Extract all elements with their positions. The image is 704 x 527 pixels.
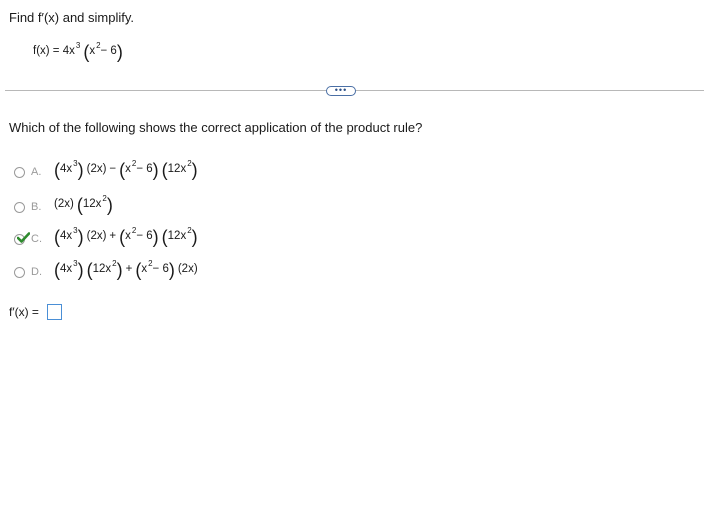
option-b-term-2-exp: 2 [102,193,107,203]
paren-close: ) [116,42,123,62]
option-c-term-4-exp: 2 [187,225,192,235]
function-exponent-1: 3 [75,40,81,50]
option-d-term-2: 12x [92,263,112,275]
more-options-button[interactable]: ••• [326,86,356,96]
option-b-radio[interactable] [14,202,25,213]
option-d-term-3-exp: 2 [148,258,153,268]
option-a-term-2: (2x) [86,163,107,175]
function-lhs: f(x) = 4x [33,45,75,57]
option-d-term-4: (2x) [177,263,198,275]
option-c-term-1-exp: 3 [73,225,78,235]
option-d-letter: D. [31,266,42,278]
option-b-term-1: (2x) [54,198,74,210]
option-c-term-4: 12x [167,230,187,242]
option-a-operator: − [109,163,117,175]
paren-open: ( [83,42,90,62]
option-a-term-1: 4x [60,163,73,175]
function-exponent-2: 2 [96,40,101,50]
option-b-term-2: 12x [82,198,102,210]
option-d-operator: + [125,263,133,275]
option-a-term-4: 12x [167,163,187,175]
function-inner: x [89,45,96,57]
option-d-radio[interactable] [14,267,25,278]
option-a-letter: A. [31,166,42,178]
option-b-expression[interactable]: (2x) ( 12x $^2$ ) [54,193,113,215]
question-text: Which of the following shows the correct application of the product rule? [9,120,423,135]
option-d-term-1: 4x [60,263,73,275]
option-a-term-4-exp: 2 [187,158,192,168]
function-rest: − 6 [100,45,117,57]
option-b-letter: B. [31,201,42,213]
option-c-term-1: 4x [60,230,73,242]
option-d-term-1-exp: 3 [73,258,78,268]
option-a-expression[interactable]: ( 4x $^3$ ) (2x) − ( x $^2$ − 6 ) ( 12x $^2$ ) [54,158,198,180]
option-c-term-3: x [125,230,131,242]
option-a-term-3-rest: − 6 [136,163,153,175]
option-c-term-3-exp: 2 [131,225,137,235]
instruction-text: Find f′(x) and simplify. [9,10,135,25]
option-c-term-3-rest: − 6 [136,230,153,242]
option-a-term-3-exp: 2 [131,158,137,168]
option-a-term-1-exp: 3 [73,158,78,168]
option-c-operator: + [109,230,117,242]
option-c-expression[interactable]: ( 4x $^3$ ) (2x) + ( x $^2$ − 6 ) ( 12x $^2$ ) [54,225,198,247]
option-a-radio[interactable] [14,167,25,178]
answer-label: f′(x) = [9,305,39,319]
option-a-term-3: x [125,163,131,175]
checkmark-icon [17,232,30,243]
option-d-expression[interactable]: ( 4x $^3$ ) ( 12x $^2$ ) + ( x $^2$ − 6 ) (2x) [54,258,198,280]
answer-input-box[interactable] [47,304,62,320]
option-d-term-3-rest: − 6 [152,263,169,275]
function-definition [33,42,123,60]
option-c-letter: C. [31,233,42,245]
option-d-term-3: x [141,263,148,275]
option-c-term-2: (2x) [86,230,107,242]
option-d-term-2-exp: 2 [112,258,117,268]
